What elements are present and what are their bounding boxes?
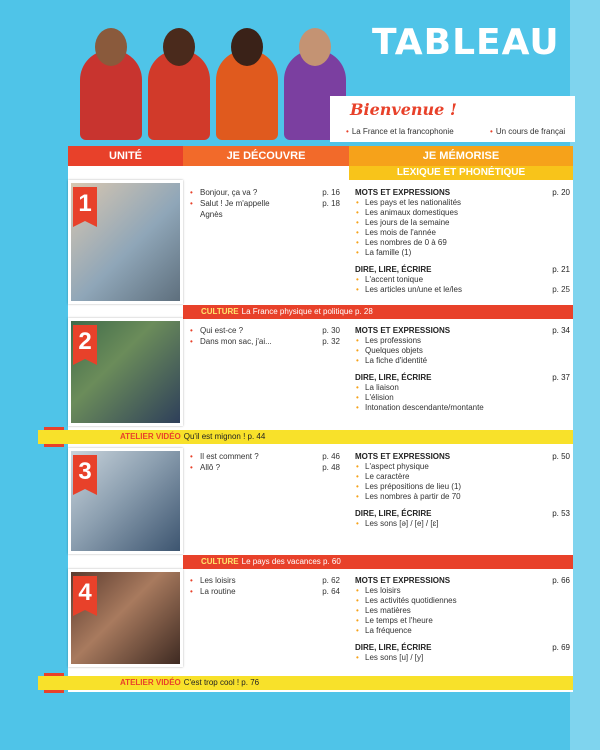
- list-item: • La fiche d'identité: [355, 356, 570, 366]
- list-item: • Les loisirs: [355, 586, 570, 596]
- unit-number-badge: 1: [73, 187, 97, 221]
- culture-band[interactable]: CULTURE Le pays des vacances p. 60: [183, 555, 573, 569]
- list-item: • Les mois de l'année: [355, 228, 570, 238]
- welcome-item: • Un cours de françai: [490, 127, 566, 136]
- list-item: • Les articles un/une et le/les p. 25: [355, 285, 570, 295]
- column-header-lexique: LEXIQUE ET PHONÉTIQUE: [349, 166, 573, 180]
- lesson-item[interactable]: • La routine p. 64: [190, 586, 340, 597]
- list-item: • Le temps et l'heure: [355, 616, 570, 626]
- list-item: • Les matières: [355, 606, 570, 616]
- culture-band[interactable]: CULTURE La France physique et politique p. 28: [183, 305, 573, 319]
- lesson-item[interactable]: • Dans mon sac, j'ai... p. 32: [190, 336, 340, 347]
- section-heading: DIRE, LIRE, ÉCRIRE p. 69: [355, 643, 570, 652]
- list-item: • Les pays et les nationalités: [355, 198, 570, 208]
- decouvre-list: [190, 575, 340, 597]
- decouvre-list: [190, 325, 340, 347]
- list-item: • Quelques objets: [355, 346, 570, 356]
- list-item: • Les prépositions de lieu (1): [355, 482, 570, 492]
- section-heading: MOTS ET EXPRESSIONS p. 66: [355, 576, 570, 585]
- decouvre-list: [190, 187, 340, 220]
- unit-number-badge: 2: [73, 325, 97, 359]
- unit-photo: [68, 318, 183, 426]
- unit-photo: [68, 569, 183, 667]
- memorise-list: [355, 451, 570, 529]
- lesson-item[interactable]: • Il est comment ? p. 46: [190, 451, 340, 462]
- video-band[interactable]: ATELIER VIDÉO Qu'il est mignon ! p. 44: [38, 430, 573, 444]
- column-header-decouvre: JE DÉCOUVRE: [183, 146, 349, 166]
- lesson-item[interactable]: • Salut ! Je m'appelle Agnès p. 18: [190, 198, 340, 220]
- decouvre-list: [190, 451, 340, 473]
- section-heading: MOTS ET EXPRESSIONS p. 34: [355, 326, 570, 335]
- list-item: • Les sons [ə] / [e] / [ɛ]: [355, 519, 570, 529]
- list-item: • Le caractère: [355, 472, 570, 482]
- unit-photo: [68, 448, 183, 554]
- unit-photo: [68, 180, 183, 304]
- section-heading: MOTS ET EXPRESSIONS p. 50: [355, 452, 570, 461]
- section-heading: DIRE, LIRE, ÉCRIRE p. 21: [355, 265, 570, 274]
- section-heading: MOTS ET EXPRESSIONS p. 20: [355, 188, 570, 197]
- page-title: TABLEAU: [372, 22, 560, 63]
- column-header-memorise: JE MÉMORISE: [349, 146, 573, 166]
- list-item: • L'aspect physique: [355, 462, 570, 472]
- memorise-list: [355, 187, 570, 295]
- video-band[interactable]: ATELIER VIDÉO C'est trop cool ! p. 76: [38, 676, 573, 690]
- section-heading: DIRE, LIRE, ÉCRIRE p. 37: [355, 373, 570, 382]
- student-figure: [216, 50, 278, 140]
- student-figure: [148, 50, 210, 140]
- list-item: • Les sons [u] / [y]: [355, 653, 570, 663]
- lesson-item[interactable]: • Qui est-ce ? p. 30: [190, 325, 340, 336]
- unit-number-badge: 3: [73, 455, 97, 489]
- welcome-item: • La France et la francophonie: [346, 127, 454, 136]
- list-item: • La liaison: [355, 383, 570, 393]
- list-item: • La fréquence: [355, 626, 570, 636]
- column-header-unit: UNITÉ: [68, 146, 183, 166]
- list-item: • La famille (1): [355, 248, 570, 258]
- welcome-title: Bienvenue !: [350, 100, 457, 119]
- list-item: • Intonation descendante/montante: [355, 403, 570, 413]
- list-item: • Les professions: [355, 336, 570, 346]
- memorise-list: [355, 575, 570, 663]
- section-heading: DIRE, LIRE, ÉCRIRE p. 53: [355, 509, 570, 518]
- lesson-item[interactable]: • Allô ? p. 48: [190, 462, 340, 473]
- list-item: • Les nombres de 0 à 69: [355, 238, 570, 248]
- list-item: • Les nombres à partir de 70: [355, 492, 570, 502]
- lesson-item[interactable]: • Les loisirs p. 62: [190, 575, 340, 586]
- memorise-list: [355, 325, 570, 413]
- student-figure: [80, 50, 142, 140]
- list-item: • L'accent tonique: [355, 275, 570, 285]
- unit-number-badge: 4: [73, 576, 97, 610]
- students-photo: [76, 40, 352, 150]
- lesson-item[interactable]: • Bonjour, ça va ? p. 16: [190, 187, 340, 198]
- list-item: • Les activités quotidiennes: [355, 596, 570, 606]
- list-item: • Les animaux domestiques: [355, 208, 570, 218]
- list-item: • Les jours de la semaine: [355, 218, 570, 228]
- list-item: • L'élision: [355, 393, 570, 403]
